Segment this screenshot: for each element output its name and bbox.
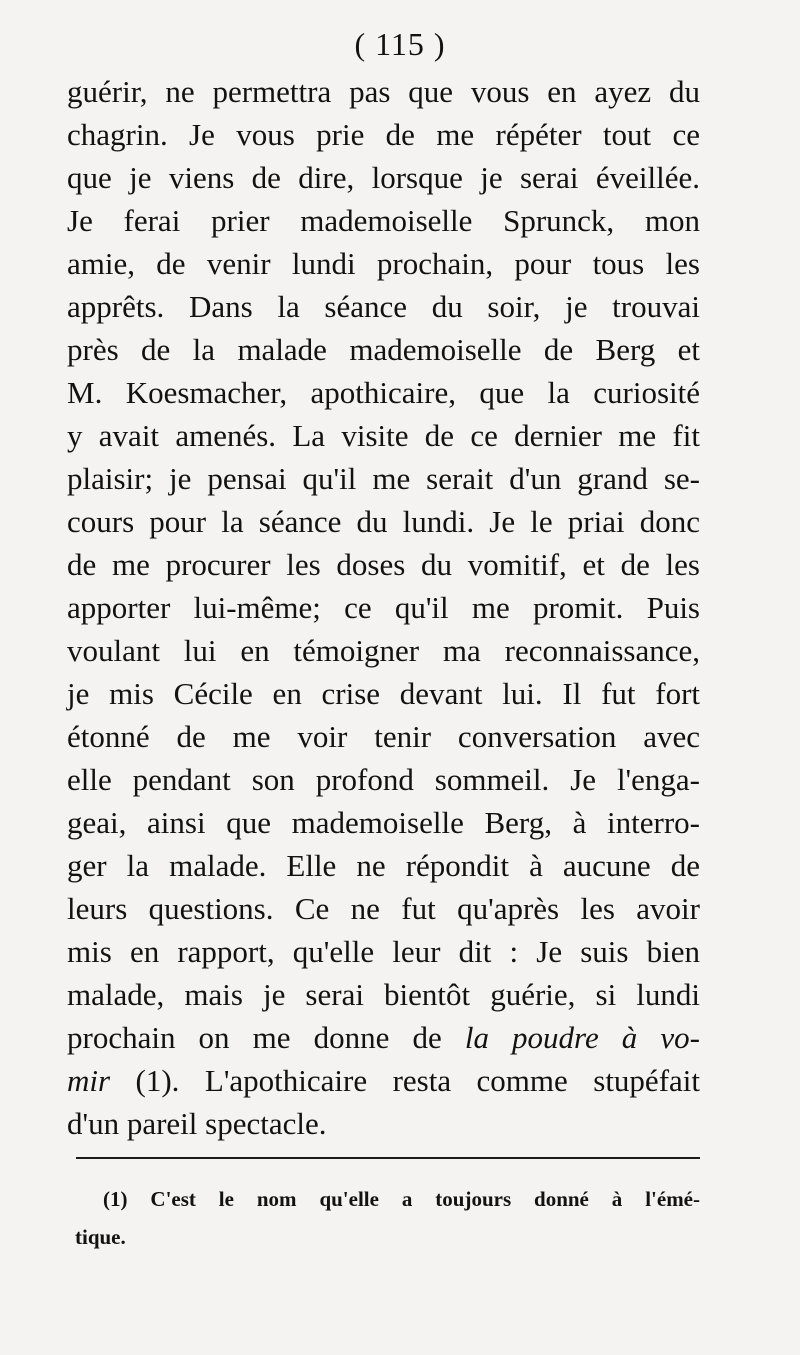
text-line-last: d'un pareil spectacle.	[67, 1106, 327, 1141]
italic-phrase: la poudre à vo-	[464, 1020, 700, 1055]
page-number: ( 115 )	[354, 26, 446, 62]
footnote-line: (1) C'est le nom qu'elle a toujours donné à l'émé-	[103, 1187, 700, 1211]
text-line: apprêts. Dans la séance du soir, je trouvai	[67, 289, 700, 324]
text-line: apporter lui-même; ce qu'il me promit. Puis	[67, 590, 700, 625]
text-line: M. Koesmacher, apothicaire, que la curiosité	[67, 375, 700, 410]
text-line: étonné de me voir tenir conversation avec	[67, 719, 700, 754]
text-line: prochain on me donne de la poudre à vo-	[67, 1020, 700, 1055]
text-line: ger la malade. Elle ne répondit à aucune de	[67, 848, 700, 883]
text-line: chagrin. Je vous prie de me répéter tout ce	[67, 117, 700, 152]
text-line: de me procurer les doses du vomitif, et de les	[67, 547, 700, 582]
text-line: amie, de venir lundi prochain, pour tous les	[67, 246, 700, 281]
text-line: malade, mais je serai bientôt guérie, si lundi	[67, 977, 700, 1012]
text-line: geai, ainsi que mademoiselle Berg, à interro-	[67, 805, 700, 840]
text-line: cours pour la séance du lundi. Je le priai donc	[67, 504, 700, 539]
text-line: guérir, ne permettra pas que vous en ayez du	[67, 74, 700, 109]
text-line: mis en rapport, qu'elle leur dit : Je suis bien	[67, 934, 700, 969]
text-line: près de la malade mademoiselle de Berg et	[67, 332, 700, 367]
footnote-line: tique.	[75, 1225, 126, 1249]
text-line: y avait amenés. La visite de ce dernier me fit	[67, 418, 700, 453]
text-line: elle pendant son profond sommeil. Je l'enga-	[67, 762, 700, 797]
text-line: Je ferai prier mademoiselle Sprunck, mon	[67, 203, 700, 238]
footnote-divider	[76, 1157, 700, 1159]
text-line: plaisir; je pensai qu'il me serait d'un grand se-	[67, 461, 700, 496]
text-line: voulant lui en témoigner ma reconnaissance,	[67, 633, 700, 668]
text-line: je mis Cécile en crise devant lui. Il fut fort	[67, 676, 700, 711]
text-line: que je viens de dire, lorsque je serai éveillée.	[67, 160, 700, 195]
text-line: leurs questions. Ce ne fut qu'après les avoir	[67, 891, 700, 926]
italic-phrase: mir	[67, 1063, 111, 1098]
text-line: mir (1). L'apothicaire resta comme stupéfait	[67, 1063, 700, 1098]
